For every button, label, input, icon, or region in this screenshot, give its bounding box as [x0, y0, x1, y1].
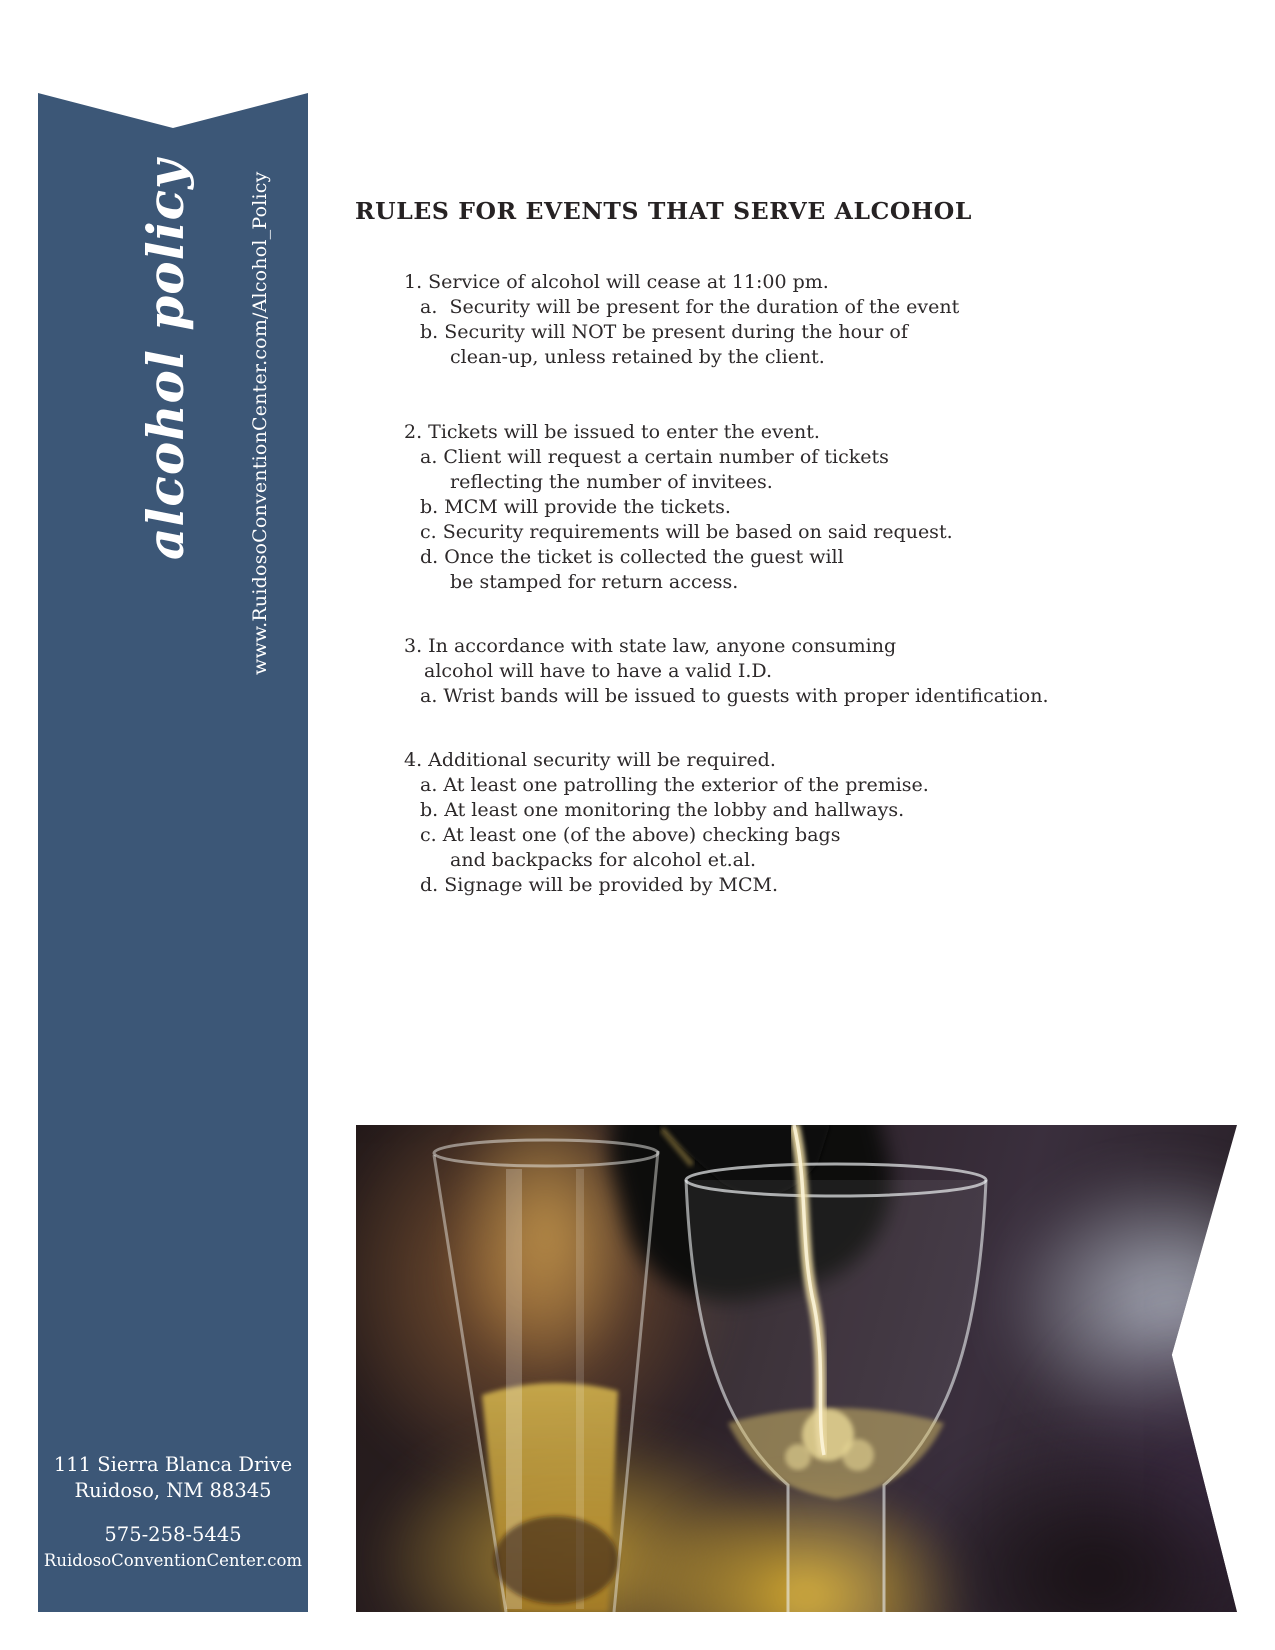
rule-line: c. Security requirements will be based on said request. [420, 521, 953, 543]
rule-line: a. Client will request a certain number of tickets [420, 446, 889, 468]
sidebar-script-title: alcohol policy [136, 158, 195, 560]
page-title: RULES FOR EVENTS THAT SERVE ALCOHOL [355, 197, 972, 225]
phone-number: 575-258-5445 [104, 1523, 242, 1546]
address-line-1: 111 Sierra Blanca Drive [53, 1453, 293, 1476]
rule-line: 1. Service of alcohol will cease at 11:00 pm. [404, 271, 829, 293]
rule-line: reflecting the number of invitees. [450, 471, 773, 493]
rules-section-2 [0, 420, 1100, 595]
rule-line: clean-up, unless retained by the client. [450, 346, 825, 368]
website-text: RuidosoConventionCenter.com [43, 1551, 303, 1570]
rules-section-1 [0, 270, 1100, 370]
rule-line: and backpacks for alcohol et.al. [450, 849, 757, 871]
rule-line: 3. In accordance with state law, anyone consuming [404, 635, 897, 657]
rule-line: be stamped for return access. [450, 571, 739, 593]
rule-line: 4. Additional security will be required. [404, 749, 776, 771]
rule-line: d. Signage will be provided by MCM. [420, 874, 779, 896]
sidebar-vertical-url: www.RuidosoConventionCenter.com/Alcohol_Policy [249, 171, 271, 675]
rules-section-4 [0, 748, 1100, 898]
rule-line: c. At least one (of the above) checking bags [420, 824, 841, 846]
rule-line: d. Once the ticket is collected the guest will [420, 546, 844, 568]
rules-section-3 [0, 634, 1100, 709]
rule-line: a. At least one patrolling the exterior of the premise. [420, 774, 929, 796]
contact-spacer [38, 1504, 308, 1522]
rule-line: alcohol will have to have a valid I.D. [424, 660, 773, 682]
rule-line: a. Wrist bands will be issued to guests with proper identification. [420, 685, 1049, 707]
rule-line: b. MCM will provide the tickets. [420, 496, 731, 518]
address-line-2: Ruidoso, NM 88345 [74, 1479, 272, 1502]
champagne-pour-photo [356, 1125, 1237, 1612]
rule-line: 2. Tickets will be issued to enter the event. [404, 421, 820, 443]
contact-block [38, 1452, 308, 1574]
rule-line: b. At least one monitoring the lobby and hallways. [420, 799, 905, 821]
rule-line: a. Security will be present for the duration of the event [420, 296, 960, 318]
rule-line: b. Security will NOT be present during the hour of [420, 321, 908, 343]
wine-glasses-illustration [356, 1125, 1237, 1612]
